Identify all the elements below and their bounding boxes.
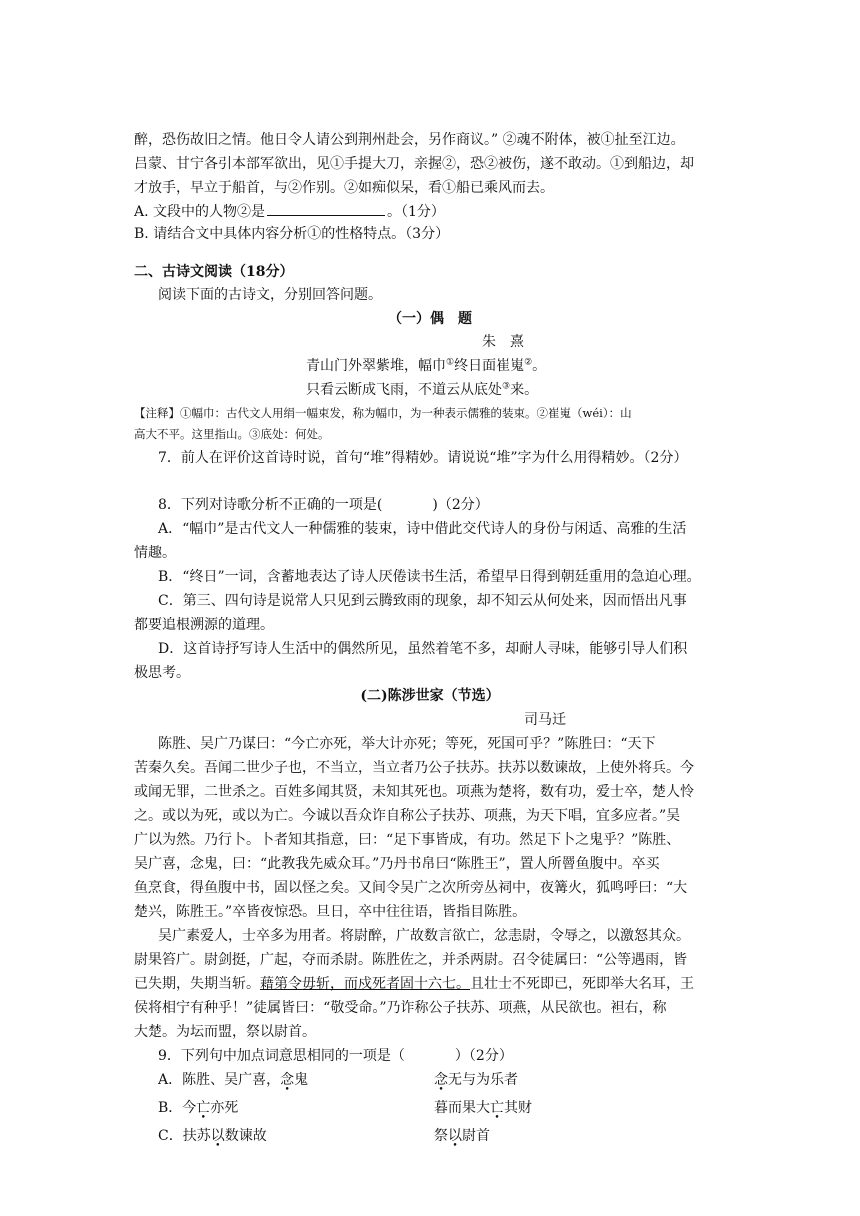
prose-line: 楚兴，陈胜王。”卒皆夜惊恐。旦日，卒中往往语，皆指目陈胜。 (134, 904, 527, 920)
prose-line: 陈胜、吴广乃谋曰：“今亡亦死，举大计亦死；等死，死国可乎？”陈胜曰：“天下 (158, 736, 656, 752)
question-7: 7．前人在评价这首诗时说，首句“堆”得精妙。请说说“堆”字为什么用得精妙。（2分） (158, 450, 688, 466)
passage-line: 醉，恐伤故旧之情。他日令人请公到荆州赴会，另作商议。” ②魂不附体，被①扯至江边。 (134, 132, 685, 148)
question-9-stem: 9．下列句中加点词意思相同的一项是（ ）（2分） (158, 1048, 513, 1064)
prose-title: (二)陈涉世家（节选） (360, 688, 500, 704)
poem-note: 【注释】①幅巾：古代文人用绢一幅束发，称为幅巾，为一种表示儒雅的装束。②崔嵬（wéi）：山 (134, 406, 632, 420)
prose-line: 侯将相宁有种乎！”徒属皆曰：“敬受命。”乃诈称公子扶苏、项燕，从民欲也。袒右，称 (134, 1000, 667, 1016)
option-c: C．第三、四句诗是说常人只见到云腾致雨的现象，却不知云从何处来，因而悟出凡事 (158, 593, 687, 609)
prose-line: 广以为然。乃行卜。卜者知其指意，曰：“足下事皆成，有功。然足下卜之鬼乎？”陈胜、 (134, 832, 681, 848)
prose-line: 大楚。为坛而盟，祭以尉首。 (134, 1024, 316, 1040)
question-8-stem: 8．下列对诗歌分析不正确的一项是( )（2分） (158, 497, 489, 513)
prose-line: 吴广喜，念鬼，曰：“此教我先威众耳。”乃丹书帛曰“陈胜王”，置人所罾鱼腹中。卒买 (134, 856, 660, 872)
prose-line: 尉果笞广。尉剑挺，广起，夺而杀尉。陈胜佐之，并杀两尉。召令徒属曰：“公等遇雨，皆 (134, 952, 688, 968)
poem-author: 朱 熹 (482, 334, 524, 350)
prose-line: 苦秦久矣。吾闻二世少子也，不当立，当立者乃公子扶苏。扶苏以数谏故，上使外将兵。今 (134, 760, 694, 776)
section-instruction: 阅读下面的古诗文，分别回答问题。 (158, 287, 382, 303)
poem-line-1: 青山门外翠紫堆，幅巾①终日面崔嵬②。 (306, 357, 547, 374)
option-c-row: C．扶苏以数谏故 祭以尉首 (158, 1128, 490, 1144)
option-d-cont: 极思考。 (134, 665, 190, 681)
prose-line: 之。或以为死，或以为亡。今诚以吾众诈自称公子扶苏、项燕，为天下唱，宜多应者。”吴 (134, 808, 681, 824)
passage-line: 吕蒙、甘宁各引本部军欲出，见①手提大刀，亲握②，恐②被伤，遂不敢动。①到船边，却 (134, 156, 694, 172)
poem-title: （一）偶 题 (388, 311, 472, 327)
prose-line: 鱼烹食，得鱼腹中书，固以怪之矣。又间令吴广之次所旁丛祠中，夜篝火，狐鸣呼曰：“大 (134, 880, 688, 896)
option-a-row: A．陈胜、吴广喜，念鬼 念无与为乐者 (158, 1072, 518, 1088)
prose-line: 已失期，失期当斩。藉第令毋斩，而戍死者固十六七。且壮士不死即已，死即举大名耳，王 (134, 976, 694, 992)
question-b: B. 请结合文中具体内容分析①的性格特点。（3分） (134, 226, 450, 242)
option-a-cont: 情趣。 (134, 545, 176, 561)
prose-line: 吴广素爱人，士卒多为用者。将尉醉，广故数言欲亡，忿恚尉，令辱之，以激怒其众。 (158, 928, 690, 944)
underlined-sentence: 藉第令毋斩，而戍死者固十六七。 (260, 976, 470, 992)
option-a: A．“幅巾”是古代文人一种儒雅的装束，诗中借此交代诗人的身份与闲适、高雅的生活 (158, 521, 687, 537)
poem-line-2: 只看云断成飞雨，不道云从底处③来。 (306, 381, 539, 398)
prose-line: 或闻无罪，二世杀之。百姓多闻其贤，未知其死也。项燕为楚将，数有功，爱士卒，楚人怜 (134, 784, 694, 800)
option-b-row: B．今亡亦死 暮而果大亡其财 (158, 1100, 532, 1116)
option-c-cont: 都要追根溯源的道理。 (134, 617, 274, 633)
section-heading: 二、古诗文阅读（18分） (134, 264, 294, 280)
prose-author: 司马迁 (524, 712, 566, 728)
option-d: D．这首诗抒写诗人生活中的偶然所见，虽然着笔不多，却耐人寻味，能够引导人们积 (158, 641, 688, 657)
option-b: B．“终日”一词，含蓄地表达了诗人厌倦读书生活，希望早日得到朝廷重用的急迫心理。 (158, 569, 701, 585)
poem-note: 高大不平。这里指山。③底处：何处。 (134, 427, 330, 441)
question-a: A. 文段中的人物②是 。（1分） (134, 201, 734, 222)
answer-blank[interactable] (267, 201, 385, 216)
passage-line: 才放手，早立于船首，与②作别。②如痴似呆，看①船已乘风而去。 (134, 180, 554, 196)
